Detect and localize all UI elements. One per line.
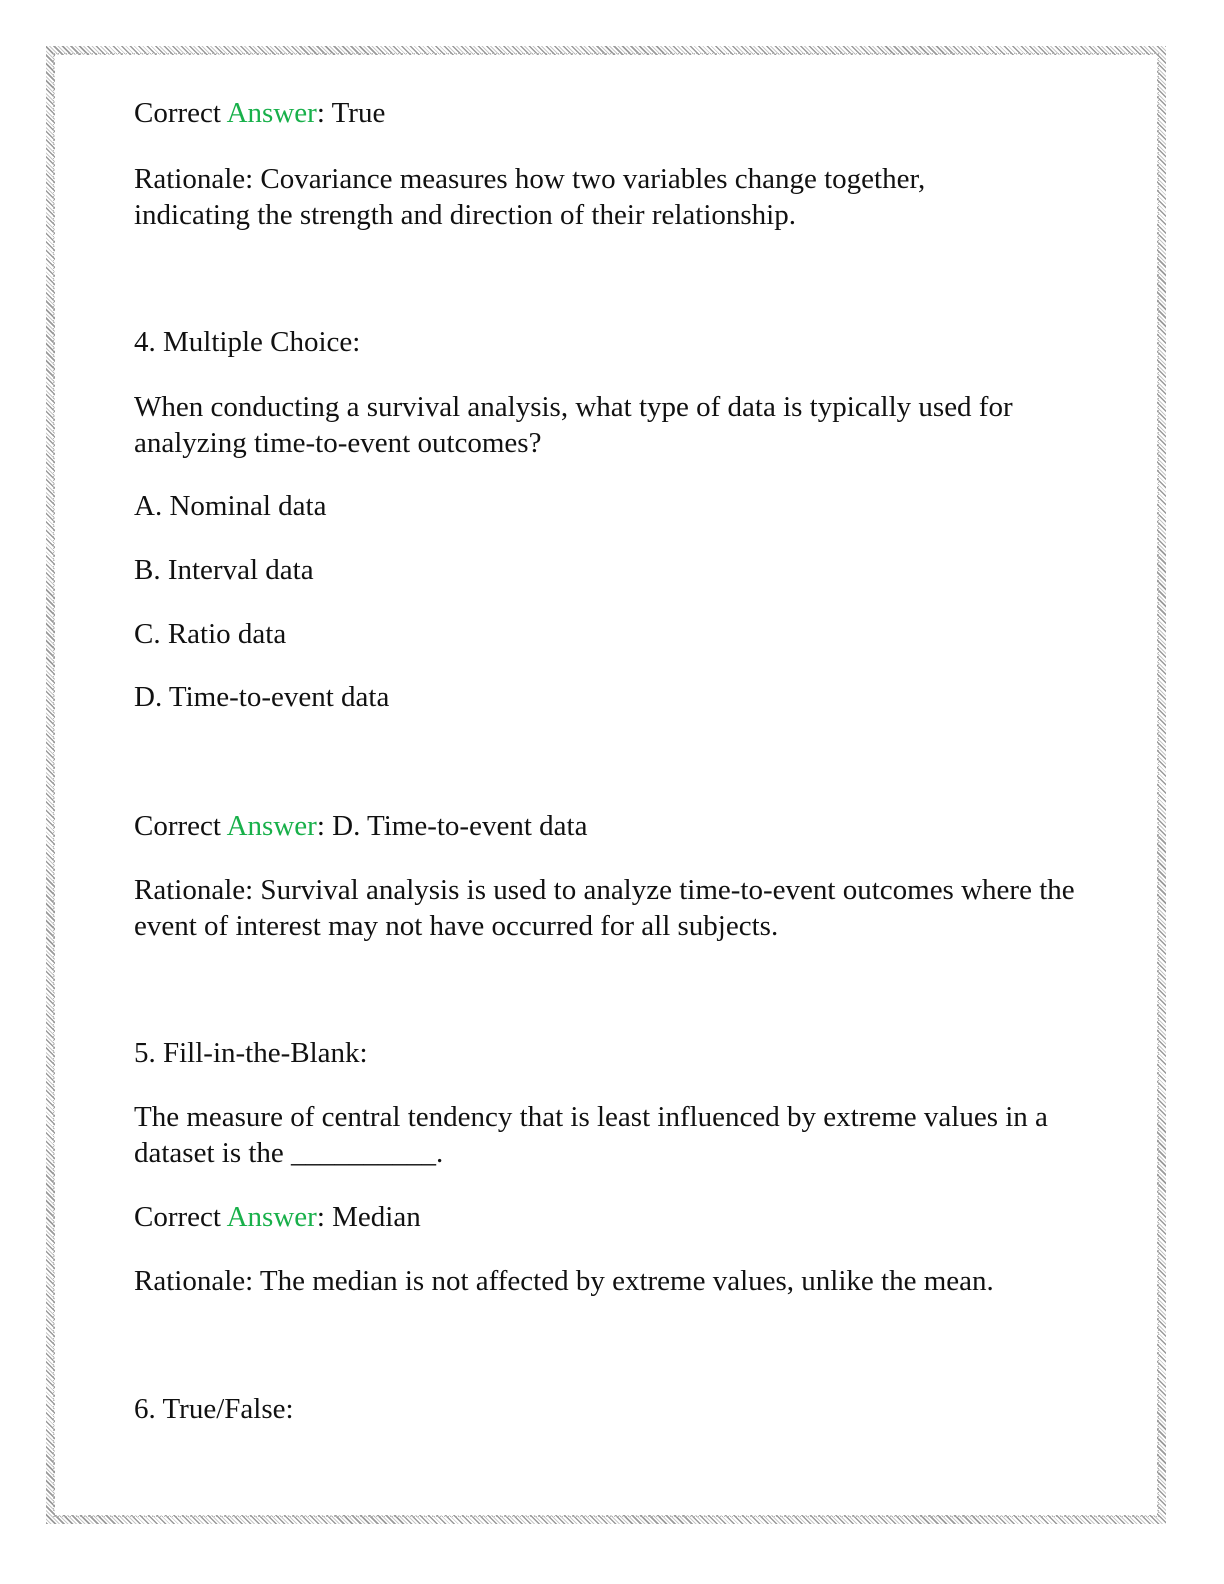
q4-heading: 4. Multiple Choice: (134, 326, 361, 358)
answer-keyword: Answer (226, 1201, 317, 1233)
q5-heading: 5. Fill-in-the-Blank: (134, 1037, 368, 1069)
answer-keyword: Answer (226, 810, 317, 842)
q5-correct-answer (134, 1199, 421, 1236)
answer-value: : True (316, 97, 386, 129)
answer-value: : Median (316, 1201, 421, 1233)
answer-value: : D. Time-to-event data (316, 810, 588, 842)
answer-keyword: Answer (226, 97, 317, 129)
q3-correct-answer (134, 95, 385, 132)
q4-question: When conducting a survival analysis, what type of data is typically used for analyzing time-to-event outcomes? (134, 391, 1013, 459)
q4-correct-answer (134, 808, 587, 845)
q4-option-b: B. Interval data (134, 554, 314, 586)
answer-prefix: Correct (134, 1201, 227, 1233)
answer-prefix: Correct (134, 97, 227, 129)
q4-rationale: Rationale: Survival analysis is used to analyze time-to-event outcomes where the event of interest may not have occurred for all subjects. (134, 874, 1075, 942)
q4-option-d: D. Time-to-event data (134, 681, 390, 713)
q5-rationale: Rationale: The median is not affected by extreme values, unlike the mean. (134, 1265, 994, 1297)
q5-question: The measure of central tendency that is least influenced by extreme values in a dataset is the __________. (134, 1101, 1048, 1169)
answer-prefix: Correct (134, 810, 227, 842)
q4-option-c: C. Ratio data (134, 618, 287, 650)
q3-rationale: Rationale: Covariance measures how two variables change together, indicating the strength and direction of their relationship. (134, 163, 926, 231)
q6-heading: 6. True/False: (134, 1393, 294, 1425)
q4-option-a: A. Nominal data (134, 490, 327, 522)
decorative-page-border (46, 46, 1166, 1524)
